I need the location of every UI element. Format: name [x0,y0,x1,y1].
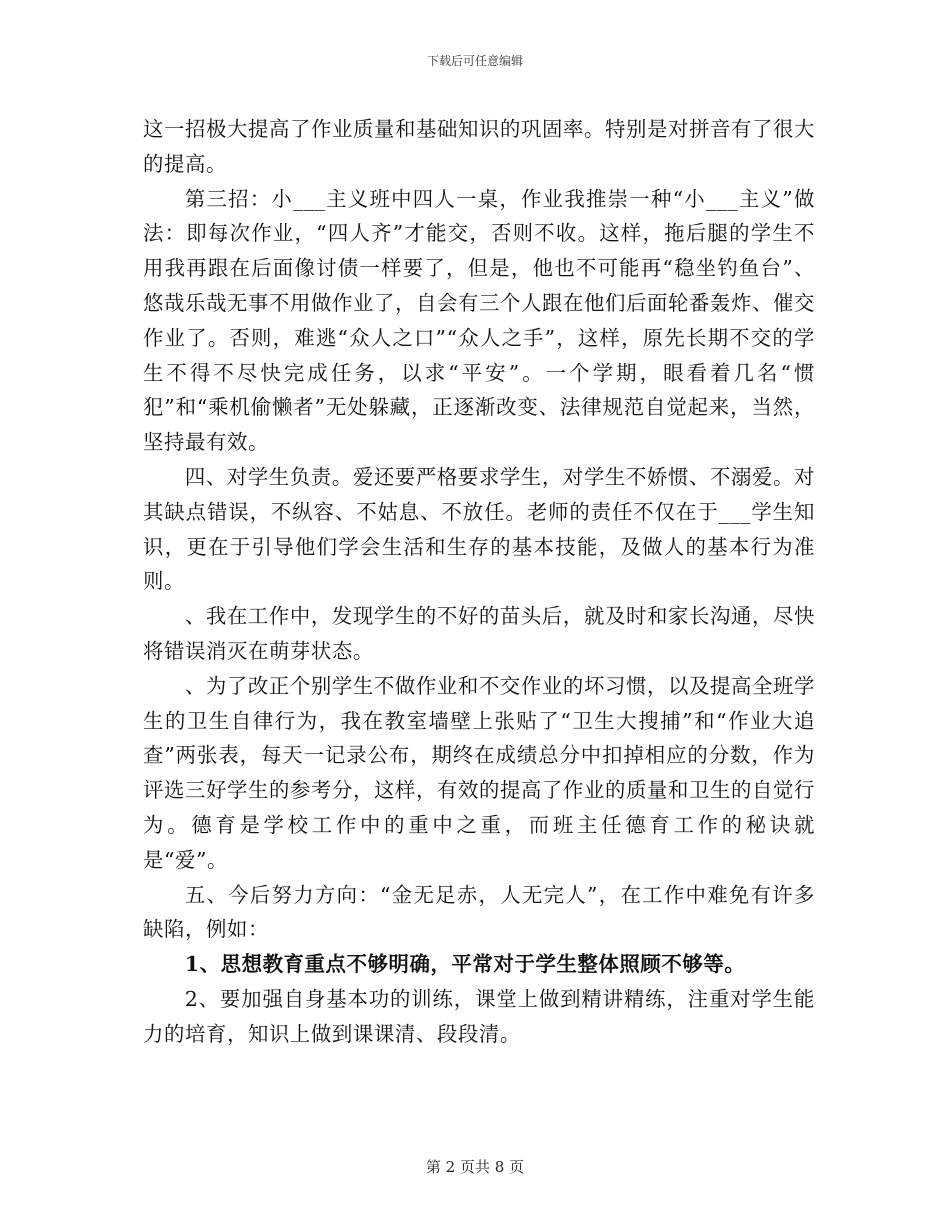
paragraph-6: 五、今后努力方向：“金无足赤，人无完人”，在工作中难免有许多缺陷，例如： [143,882,815,942]
document-body [143,112,815,1052]
paragraph-5: 、为了改正个别学生不做作业和不交作业的坏习惯，以及提高全班学生的卫生自律行为，我在教室墙壁上张贴了“卫生大搜捕”和“作业大追查”两张表，每天一记录公布，期终在成绩总分中扣掉相应的分数，作为评选三好学生的参考分，这样，有效的提高了作业的质量和卫生的自觉行为。德育是学校工作中的重中之重，而班主任德育工作的秘诀就是“爱”。 [143,673,815,872]
paragraph-3: 四、对学生负责。爱还要严格要求学生，对学生不娇惯、不溺爱。对其缺点错误，不纵容、不姑息、不放任。老师的责任不仅在于___学生知识，更在于引导他们学会生活和生存的基本技能，及做人的基本行为准则。 [143,464,815,594]
page-header: 下载后可任意编辑 [426,54,523,68]
page-number: 第 2 页共 8 页 [425,1158,525,1176]
paragraph-1: 这一招极大提高了作业质量和基础知识的巩固率。特别是对拼音有了很大的提高。 [143,117,815,176]
paragraph-7-bold: 1、思想教育重点不够明确，平常对于学生整体照顾不够等。 [184,952,746,977]
paragraph-4: 、我在工作中，发现学生的不好的苗头后，就及时和家长沟通，尽快将错误消灭在萌芽状态。 [143,604,815,663]
paragraph-2: 第三招：小___主义班中四人一桌，作业我推崇一种“小___主义”做法：即每次作业，“四人齐”才能交，否则不收。这样，拖后腿的学生不用我再跟在后面像讨债一样要了，但是，他也不可能再“稳坐钓鱼台”、悠哉乐哉无事不用做作业了，自会有三个人跟在他们后面轮番轰炸、催交作业了。否则，难逃“众人之口”“众人之手”，这样，原先长期不交的学生不得不尽快完成任务，以求“平安”。一个学期，眼看着几名“惯犯”和“乘机偷懒者”无处躲藏，正逐渐改变、法律规范自觉起来，当然，坚持最有效。 [143,186,815,455]
paragraph-8: 2、要加强自身基本功的训练，课堂上做到精讲精练，注重对学生能力的培育，知识上做到课课清、段段清。 [143,986,815,1046]
